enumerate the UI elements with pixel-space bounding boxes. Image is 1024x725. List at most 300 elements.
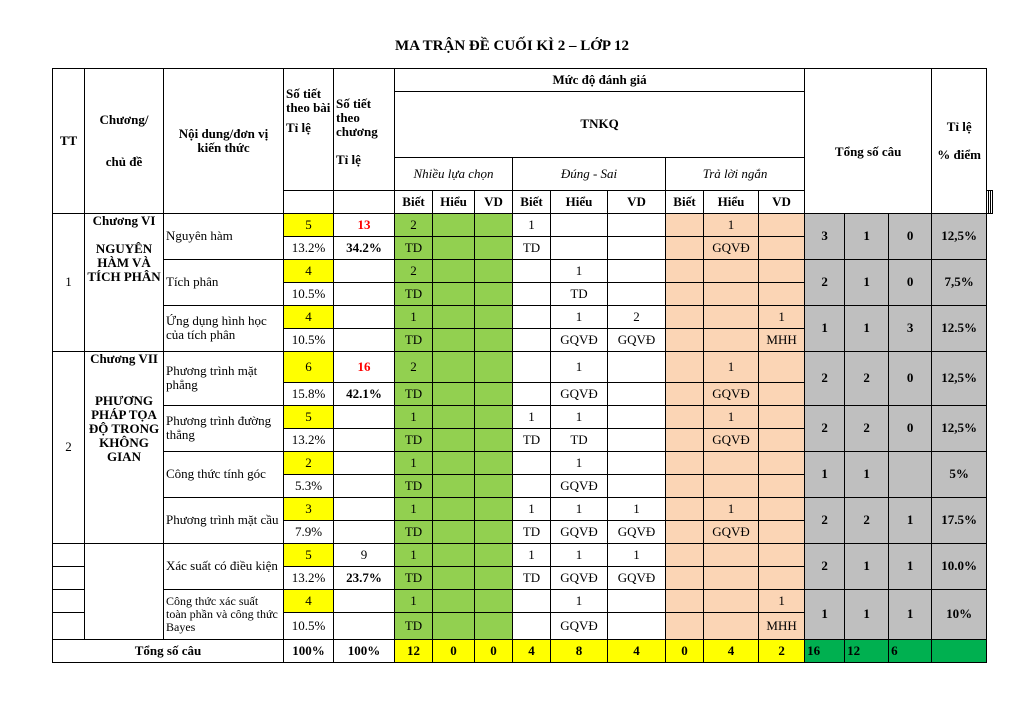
sum-hieu: 12 [845, 639, 889, 662]
so-tiet-bai: 5 [284, 213, 334, 236]
cell [475, 213, 513, 236]
ti-le-chuong: 34.2% [334, 236, 395, 259]
cell [608, 236, 666, 259]
cell: GQVĐ [551, 520, 608, 543]
cell [475, 497, 513, 520]
ti-le-diem: 5% [932, 451, 987, 497]
chapter-tt: 1 [53, 213, 85, 351]
header-chuong-line1: Chương/ [99, 111, 149, 127]
total-nlc-biet: 12 [395, 639, 433, 662]
cell: TD [395, 566, 433, 589]
total-nlc-hieu: 0 [433, 639, 475, 662]
cell [666, 566, 704, 589]
ti-le-bai: 15.8% [284, 382, 334, 405]
cell [608, 259, 666, 282]
cell [759, 382, 805, 405]
total-hieu: 2 [845, 497, 889, 543]
cell [608, 612, 666, 639]
cell: 1 [551, 497, 608, 520]
cell [666, 259, 704, 282]
content-name: Ứng dụng hình học của tích phân [164, 305, 284, 351]
cell [666, 382, 704, 405]
cell: GQVĐ [704, 428, 759, 451]
cell: 1 [395, 497, 433, 520]
cell [608, 282, 666, 305]
total-vd: 0 [889, 213, 932, 259]
cell [704, 259, 759, 282]
cell: 1 [608, 543, 666, 566]
header-vd [991, 190, 993, 213]
cell [475, 566, 513, 589]
cell: GQVĐ [608, 566, 666, 589]
cell [759, 236, 805, 259]
cell [475, 405, 513, 428]
cell [704, 589, 759, 612]
total-ds-vd: 4 [608, 639, 666, 662]
cell: GQVĐ [551, 566, 608, 589]
cell: GQVĐ [608, 520, 666, 543]
chapter-line1: Chương VII [90, 351, 158, 366]
cell [475, 451, 513, 474]
cell [759, 497, 805, 520]
cell [608, 213, 666, 236]
total-ds-hieu: 8 [551, 639, 608, 662]
cell [513, 612, 551, 639]
cell [666, 305, 704, 328]
chapter-tt [53, 543, 85, 566]
cell [475, 520, 513, 543]
cell: 1 [704, 351, 759, 382]
cell [704, 328, 759, 351]
cell [759, 543, 805, 566]
header-hieu: Hiểu [704, 190, 759, 213]
cell [759, 520, 805, 543]
so-tiet-chuong [334, 305, 395, 328]
cell [433, 451, 475, 474]
header-so-tiet-chuong-text: Số tiết theo chương [336, 96, 378, 139]
ti-le-diem: 12.5% [932, 305, 987, 351]
total-vd: 0 [889, 405, 932, 451]
ti-le-bai: 5.3% [284, 474, 334, 497]
cell [513, 451, 551, 474]
cell [666, 405, 704, 428]
content-name: Tích phân [164, 259, 284, 305]
cell [475, 474, 513, 497]
table-row [53, 351, 993, 382]
so-tiet-bai: 5 [284, 543, 334, 566]
so-tiet-bai: 3 [284, 497, 334, 520]
cell: 1 [759, 589, 805, 612]
chapter-tt [53, 589, 85, 612]
total-bai: 100% [284, 639, 334, 662]
total-vd: 0 [889, 351, 932, 405]
cell: TD [395, 474, 433, 497]
content-name: Xác suất có điều kiện [164, 543, 284, 589]
cell [608, 405, 666, 428]
cell [433, 589, 475, 612]
cell: 1 [551, 451, 608, 474]
cell: 1 [551, 543, 608, 566]
so-tiet-chuong [334, 451, 395, 474]
cell [608, 382, 666, 405]
cell [475, 328, 513, 351]
total-hieu: 2 [845, 405, 889, 451]
cell: 2 [608, 305, 666, 328]
chapter-line2: PHƯƠNG PHÁP TỌA ĐỘ TRONG KHÔNG GIAN [88, 392, 160, 464]
ti-le-chuong [334, 328, 395, 351]
total-hieu: 2 [845, 351, 889, 405]
cell [475, 282, 513, 305]
so-tiet-bai: 6 [284, 351, 334, 382]
cell: TD [395, 328, 433, 351]
cell [704, 451, 759, 474]
cell: TD [513, 520, 551, 543]
ti-le-chuong: 23.7% [334, 566, 395, 589]
header-chuong-line2: chủ đề [105, 153, 143, 169]
cell [433, 428, 475, 451]
so-tiet-chuong: 9 [334, 543, 395, 566]
total-biet: 3 [805, 213, 845, 259]
ti-le-bai: 10.5% [284, 612, 334, 639]
so-tiet-bai: 4 [284, 259, 334, 282]
cell: 1 [513, 497, 551, 520]
cell [759, 282, 805, 305]
cell: 1 [551, 351, 608, 382]
cell [666, 589, 704, 612]
cell [433, 382, 475, 405]
header-so-tiet-bai-text: Số tiết theo bài [286, 86, 331, 115]
ti-le-diem: 12,5% [932, 213, 987, 259]
ti-le-diem: 12,5% [932, 351, 987, 405]
cell [513, 474, 551, 497]
cell: TD [551, 282, 608, 305]
total-biet: 1 [805, 589, 845, 639]
chapter-tt: 2 [53, 351, 85, 543]
ti-le-chuong [334, 474, 395, 497]
chapter-tt [53, 612, 85, 639]
cell: TD [395, 236, 433, 259]
header-ti-le-diem [932, 69, 987, 214]
so-tiet-bai: 4 [284, 305, 334, 328]
header-dung-sai: Đúng - Sai [513, 157, 666, 190]
cell [759, 405, 805, 428]
total-vd: 1 [889, 589, 932, 639]
cell: GQVĐ [551, 382, 608, 405]
cell [759, 259, 805, 282]
chapter-name [85, 213, 164, 351]
cell [433, 351, 475, 382]
so-tiet-chuong: 13 [334, 213, 395, 236]
cell: TD [551, 428, 608, 451]
cell [513, 589, 551, 612]
cell [475, 305, 513, 328]
cell: TD [513, 236, 551, 259]
header-vd: VD [475, 190, 513, 213]
cell [666, 497, 704, 520]
cell: 1 [551, 405, 608, 428]
cell: 1 [395, 405, 433, 428]
ti-le-diem: 12,5% [932, 405, 987, 451]
cell: 1 [551, 305, 608, 328]
cell: 1 [608, 497, 666, 520]
sum-ti-le [932, 639, 987, 662]
cell: 1 [395, 451, 433, 474]
cell: TD [395, 282, 433, 305]
cell [513, 328, 551, 351]
cell: TD [395, 428, 433, 451]
header-tong-so-cau: Tổng số câu [805, 91, 932, 213]
matrix-table [52, 68, 993, 663]
cell [433, 612, 475, 639]
cell [433, 236, 475, 259]
cell [433, 213, 475, 236]
table-row [53, 589, 993, 612]
total-vd: 0 [889, 259, 932, 305]
sum-biet: 16 [805, 639, 845, 662]
header-so-tiet-bai [284, 69, 334, 191]
cell: TD [395, 382, 433, 405]
content-name: Nguyên hàm [164, 213, 284, 259]
header-blank [805, 69, 932, 92]
total-nlc-vd: 0 [475, 639, 513, 662]
ti-le-bai: 10.5% [284, 282, 334, 305]
cell: 1 [395, 305, 433, 328]
cell: TD [395, 520, 433, 543]
cell [433, 543, 475, 566]
total-vd: 1 [889, 497, 932, 543]
header-ti-le-diem-1: Tỉ lệ [946, 118, 972, 134]
cell: 1 [759, 305, 805, 328]
cell [759, 566, 805, 589]
header-muc-do: Mức độ đánh giá [395, 69, 805, 92]
content-name: Phương trình mặt phẳng [164, 351, 284, 405]
cell [704, 474, 759, 497]
ti-le-chuong [334, 520, 395, 543]
table-row [53, 405, 993, 428]
total-hieu: 1 [845, 589, 889, 639]
cell [666, 520, 704, 543]
cell: 1 [551, 589, 608, 612]
ti-le-chuong [334, 282, 395, 305]
content-name: Phương trình mặt cầu [164, 497, 284, 543]
cell [475, 382, 513, 405]
cell [759, 474, 805, 497]
total-biet: 2 [805, 259, 845, 305]
cell [475, 543, 513, 566]
cell [759, 451, 805, 474]
total-hieu: 1 [845, 259, 889, 305]
cell [704, 282, 759, 305]
ti-le-diem: 7,5% [932, 259, 987, 305]
so-tiet-chuong [334, 405, 395, 428]
cell [666, 328, 704, 351]
cell [666, 612, 704, 639]
cell [704, 305, 759, 328]
total-hieu: 1 [845, 451, 889, 497]
cell [608, 589, 666, 612]
ti-le-bai: 7.9% [284, 520, 334, 543]
total-ds-biet: 4 [513, 639, 551, 662]
ti-le-diem: 10.0% [932, 543, 987, 589]
cell [608, 351, 666, 382]
cell [433, 405, 475, 428]
total-row [53, 639, 993, 662]
cell [666, 213, 704, 236]
cell [608, 451, 666, 474]
header-hieu: Hiểu [433, 190, 475, 213]
header-vd: VD [608, 190, 666, 213]
cell: GQVĐ [704, 520, 759, 543]
sum-vd: 6 [889, 639, 932, 662]
chapter-line2: NGUYÊN HÀM VÀ TÍCH PHÂN [87, 240, 161, 284]
header-chuong [85, 69, 164, 214]
cell [551, 213, 608, 236]
total-tln-biet: 0 [666, 639, 704, 662]
cell: GQVĐ [551, 612, 608, 639]
blank [334, 190, 395, 213]
cell: TD [513, 428, 551, 451]
cell [433, 282, 475, 305]
cell: TD [395, 612, 433, 639]
header-ti-le-chuong: Tỉ lệ [336, 152, 361, 167]
table-row [53, 305, 993, 328]
cell [433, 566, 475, 589]
cell [759, 213, 805, 236]
total-tln-hieu: 4 [704, 639, 759, 662]
total-biet: 1 [805, 305, 845, 351]
cell [513, 259, 551, 282]
total-hieu: 1 [845, 543, 889, 589]
header-noi-dung: Nội dung/đơn vị kiến thức [164, 69, 284, 214]
cell: 2 [395, 351, 433, 382]
header-biet: Biết [395, 190, 433, 213]
cell [475, 259, 513, 282]
cell [666, 543, 704, 566]
total-tln-vd: 2 [759, 639, 805, 662]
cell [433, 497, 475, 520]
cell [759, 428, 805, 451]
cell [704, 566, 759, 589]
cell: 1 [513, 213, 551, 236]
cell [666, 236, 704, 259]
ti-le-diem: 17.5% [932, 497, 987, 543]
header-tnkq: TNKQ [395, 91, 805, 157]
header-ti-le-diem-2: % điểm [937, 146, 981, 162]
cell [759, 351, 805, 382]
ti-le-bai: 13.2% [284, 566, 334, 589]
ti-le-chuong [334, 428, 395, 451]
total-label: Tổng số câu [53, 639, 284, 662]
blank [284, 190, 334, 213]
so-tiet-chuong: 16 [334, 351, 395, 382]
cell: 1 [513, 405, 551, 428]
chapter-name [85, 543, 164, 639]
cell [666, 428, 704, 451]
cell: 1 [704, 497, 759, 520]
cell [513, 282, 551, 305]
cell: GQVĐ [608, 328, 666, 351]
table-row [53, 213, 993, 236]
cell: MHH [759, 612, 805, 639]
table-row [53, 543, 993, 566]
total-vd [889, 451, 932, 497]
ti-le-bai: 13.2% [284, 236, 334, 259]
cell [475, 236, 513, 259]
total-vd: 1 [889, 543, 932, 589]
cell [704, 612, 759, 639]
cell: 2 [395, 259, 433, 282]
content-name: Công thức xác suất toàn phần và công thức Bayes [164, 589, 284, 639]
cell [433, 305, 475, 328]
chapter-line1: Chương VI [92, 213, 156, 228]
cell [513, 305, 551, 328]
so-tiet-bai: 4 [284, 589, 334, 612]
content-name: Phương trình đường thẳng [164, 405, 284, 451]
cell [666, 451, 704, 474]
cell [433, 259, 475, 282]
ti-le-bai: 10.5% [284, 328, 334, 351]
cell: 2 [395, 213, 433, 236]
header-hieu: Hiểu [551, 190, 608, 213]
total-hieu: 1 [845, 305, 889, 351]
page-title: MA TRẬN ĐỀ CUỐI KÌ 2 – LỚP 12 [395, 38, 629, 54]
cell [513, 351, 551, 382]
ti-le-chuong [334, 612, 395, 639]
total-vd: 3 [889, 305, 932, 351]
header-biet: Biết [666, 190, 704, 213]
cell [551, 236, 608, 259]
cell [433, 474, 475, 497]
cell [475, 428, 513, 451]
cell [608, 428, 666, 451]
header-tt: TT [53, 69, 85, 214]
cell: TD [513, 566, 551, 589]
ti-le-diem: 10% [932, 589, 987, 639]
total-biet: 1 [805, 451, 845, 497]
cell: 1 [395, 589, 433, 612]
cell [475, 589, 513, 612]
cell: GQVĐ [704, 382, 759, 405]
header-biet: Biết [513, 190, 551, 213]
cell: GQVĐ [551, 328, 608, 351]
header-ti-le-bai: Tỉ lệ [286, 120, 311, 135]
cell: GQVĐ [551, 474, 608, 497]
header-tra-loi-ngan: Trả lời ngắn [666, 157, 805, 190]
cell [513, 382, 551, 405]
cell: MHH [759, 328, 805, 351]
total-biet: 2 [805, 497, 845, 543]
ti-le-bai: 13.2% [284, 428, 334, 451]
so-tiet-bai: 2 [284, 451, 334, 474]
total-biet: 2 [805, 351, 845, 405]
table-row [53, 497, 993, 520]
ti-le-chuong: 42.1% [334, 382, 395, 405]
content-name: Công thức tính góc [164, 451, 284, 497]
cell [433, 328, 475, 351]
cell [608, 474, 666, 497]
cell: 1 [704, 405, 759, 428]
cell [704, 543, 759, 566]
total-biet: 2 [805, 405, 845, 451]
cell [666, 474, 704, 497]
header-so-tiet-chuong [334, 69, 395, 191]
cell [666, 282, 704, 305]
cell: GQVĐ [704, 236, 759, 259]
header-nhieu-lua-chon: Nhiều lựa chọn [395, 157, 513, 190]
total-biet: 2 [805, 543, 845, 589]
total-hieu: 1 [845, 213, 889, 259]
so-tiet-bai: 5 [284, 405, 334, 428]
